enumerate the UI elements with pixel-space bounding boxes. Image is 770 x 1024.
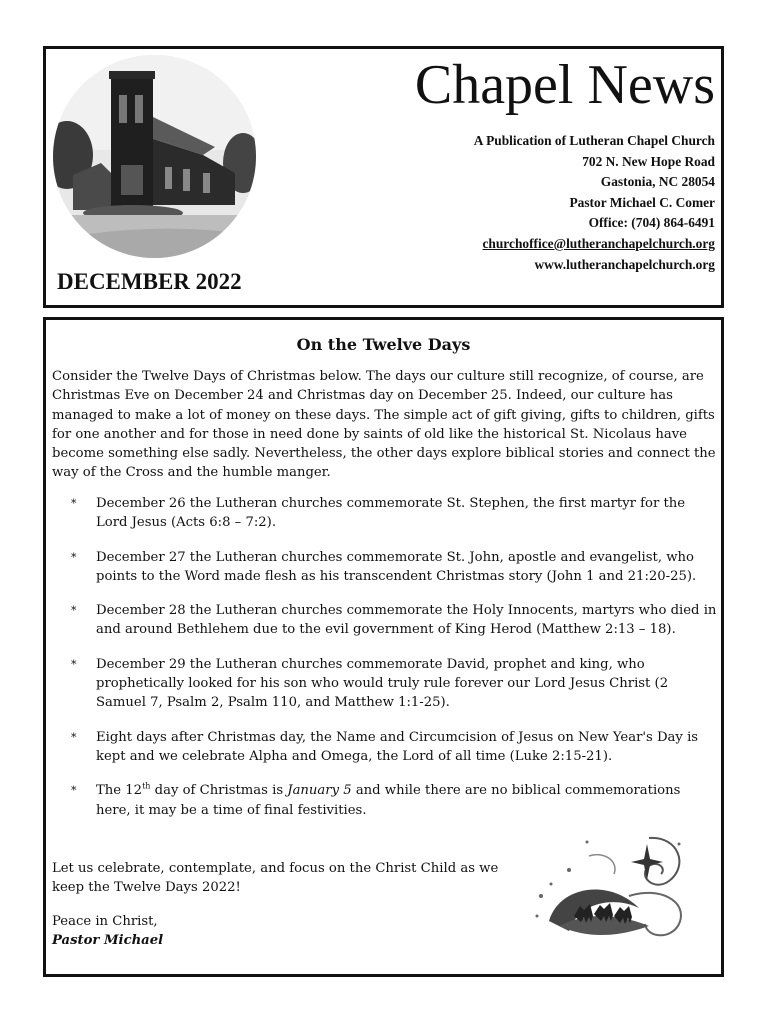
list-item-text-part: day of Christmas is	[150, 783, 288, 799]
list-item	[46, 781, 721, 820]
website-link[interactable]: www.lutheranchapelchurch.org	[534, 256, 715, 272]
email-link[interactable]: churchoffice@lutheranchapelchurch.org	[482, 235, 715, 251]
bullet-star-icon: *	[71, 657, 77, 671]
closing-paragraph: Let us celebrate, contemplate, and focus on the Christ Child as we keep the Twelve Days 2022!	[52, 861, 499, 896]
signoff	[52, 912, 163, 951]
magi-star-ornament-icon	[529, 826, 694, 944]
article-title: On the Twelve Days	[296, 335, 471, 354]
publication-info	[474, 131, 715, 275]
commemoration-list	[46, 494, 721, 835]
list-item	[46, 655, 721, 713]
pastor-line: Pastor Michael C. Comer	[569, 194, 715, 210]
list-item-text: December 29 the Lutheran churches commemorate David, prophet and king, who prophetically looked for his son who would truly rule forever our Lord Jesus Christ (2 Samuel 7, Psalm 2, Psalm 110, and Matthew 1:1-25).	[96, 656, 669, 711]
list-item	[46, 601, 721, 640]
bullet-star-icon: *	[71, 784, 77, 798]
issue-date: DECEMBER 2022	[57, 269, 242, 294]
article-intro: Consider the Twelve Days of Christmas below. The days our culture still recognize, of course, are Christmas Eve on December 24 and Christmas day on December 25. Indeed, our culture has managed to make a lot of money on these days. The simple act of gift giving, gifts to children, gifts for one another and for those in need done by saints of old like the historical St. Nicolaus have become something else sadly. Nevertheless, the other days explore biblical stories and connect the way of the Cross and the humble manger.	[52, 369, 716, 481]
address-line-1: 702 N. New Hope Road	[582, 153, 715, 169]
bullet-star-icon: *	[71, 497, 77, 510]
office-phone: Office: (704) 864-6491	[588, 215, 715, 231]
bullet-star-icon: *	[71, 550, 77, 564]
address-line-2: Gastonia, NC 28054	[600, 174, 715, 190]
bullet-star-icon: *	[71, 604, 77, 618]
list-item	[46, 548, 721, 587]
bullet-star-icon: *	[71, 730, 77, 744]
publication-line: A Publication of Lutheran Chapel Church	[473, 133, 715, 148]
list-item-text: December 27 the Lutheran churches commemorate St. John, apostle and evangelist, who points to the Word made flesh as his transcendent Christmas story (John 1 and 21:20-25).	[96, 549, 697, 584]
masthead-box	[43, 46, 724, 308]
ordinal-suffix: th	[142, 781, 151, 791]
newsletter-title: Chapel News	[414, 54, 715, 116]
list-item-text: Eight days after Christmas day, the Name and Circumcision of Jesus on New Year's Day is kept and we celebrate Alpha and Omega, the Lord of all time (Luke 2:15-21).	[96, 729, 699, 764]
list-item	[46, 728, 721, 767]
list-item-text: December 26 the Lutheran churches commemorate St. Stephen, the first martyr for the Lord Jesus (Acts 6:8 – 7:2).	[96, 496, 686, 531]
article-box	[43, 317, 724, 977]
signature: Pastor Michael	[52, 933, 164, 949]
salutation: Peace in Christ,	[52, 914, 158, 929]
list-item-text-part: The 12	[96, 783, 143, 799]
list-item-text-part: and while there are no biblical commemorations here, it may be a time of final festivities.	[96, 783, 681, 818]
list-item	[46, 494, 721, 533]
emphasized-date: January 5	[287, 783, 352, 799]
list-item-text: December 28 the Lutheran churches commemorate the Holy Innocents, martyrs who died in and around Bethlehem due to the evil government of King Herod (Matthew 2:13 – 18).	[96, 603, 717, 638]
church-photo	[53, 55, 256, 258]
